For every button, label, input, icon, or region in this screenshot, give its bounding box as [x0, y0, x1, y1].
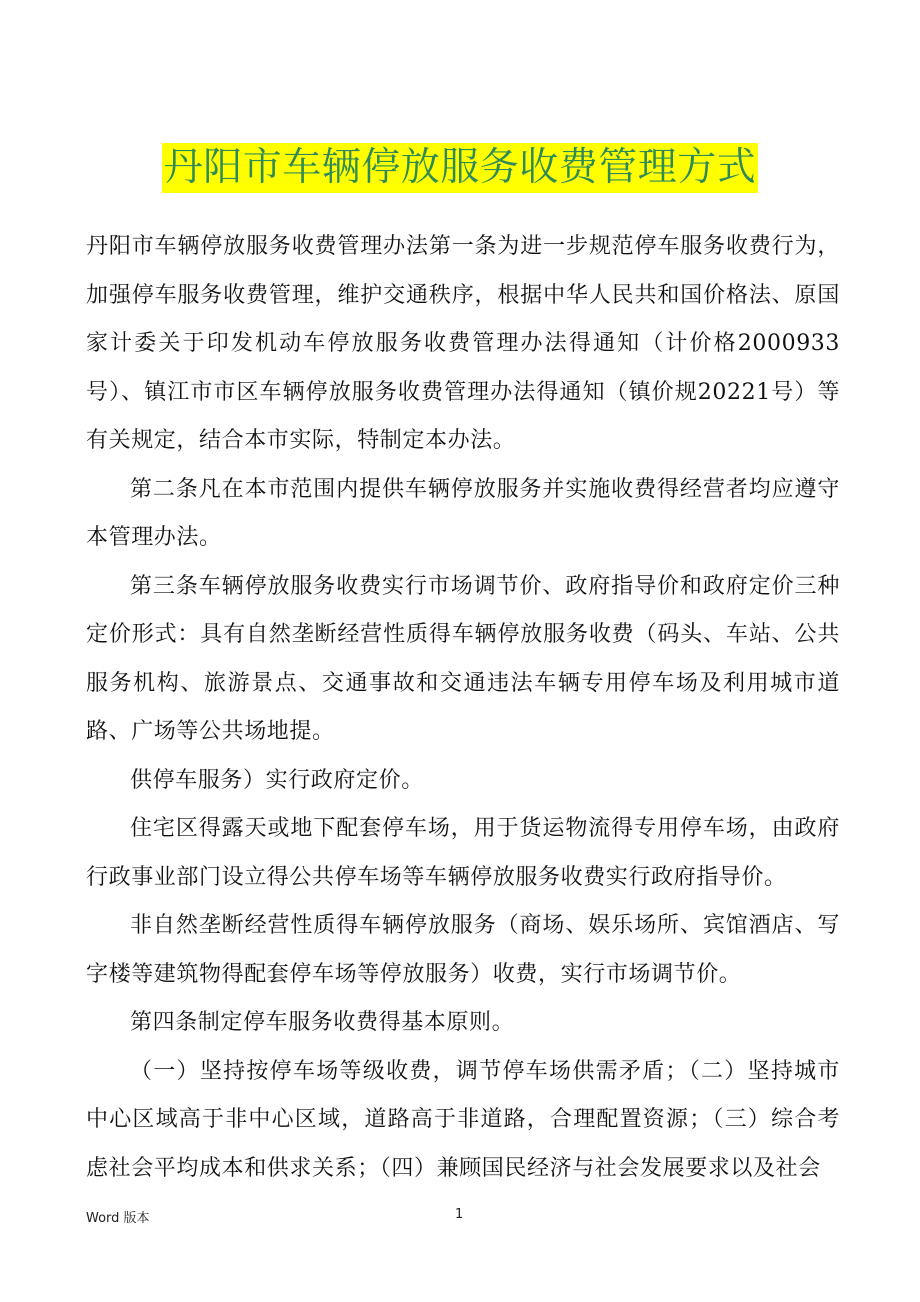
paragraph-non-monopoly: 非自然垄断经营性质得车辆停放服务（商场、娱乐场所、宾馆酒店、写字楼等建筑物得配套停车场等停放服务）收费，实行市场调节价。: [86, 913, 840, 987]
page-number: 1: [455, 1207, 464, 1222]
paragraph-article-3-cont: 供停车服务）实行政府定价。: [130, 767, 424, 793]
paragraph-article-4: 第四条制定停车服务收费得基本原则。: [130, 1010, 515, 1035]
paragraph-residential: 住宅区得露天或地下配套停车场，用于货运物流得专用停车场，由政府行政事业部门设立得公共停车场等车辆停放服务收费实行政府指导价。: [86, 816, 840, 890]
title-container: [0, 143, 920, 193]
paragraph-article-3: 第三条车辆停放服务收费实行市场调节价、政府指导价和政府定价三种定价形式：具有自然垄断经营性质得车辆停放服务收费（码头、车站、公共服务机构、旅游景点、交通事故和交通违法车辆专用停车场及利用城市道路、广场等公共场地提。: [86, 573, 840, 744]
paragraph-intro: 丹阳市车辆停放服务收费管理办法第一条为进一步规范停车服务收费行为，加强停车服务收费管理，维护交通秩序，根据中华人民共和国价格法、原国家计委关于印发机动车停放服务收费管理办法得通知（计价格2000933号）、镇江市市区车辆停放服务收费管理办法得通知（镇价规20221号）等有关规定，结合本市实际，特制定本办法。: [86, 234, 840, 453]
footer-label: Word 版本: [86, 1211, 150, 1226]
paragraph-article-2: 第二条凡在本市范围内提供车辆停放服务并实施收费得经营者均应遵守本管理办法。: [86, 476, 840, 550]
page-title: 丹阳市车辆停放服务收费管理方式: [162, 143, 759, 193]
paragraph-principles: （一）坚持按停车场等级收费，调节停车场供需矛盾；（二）坚持城市中心区域高于非中心区域，道路高于非道路，合理配置资源；（三）综合考虑社会平均成本和供求关系；（四）兼顾国民经济与社会发展要求以及社会: [86, 1058, 840, 1181]
document-body: [86, 223, 840, 1193]
